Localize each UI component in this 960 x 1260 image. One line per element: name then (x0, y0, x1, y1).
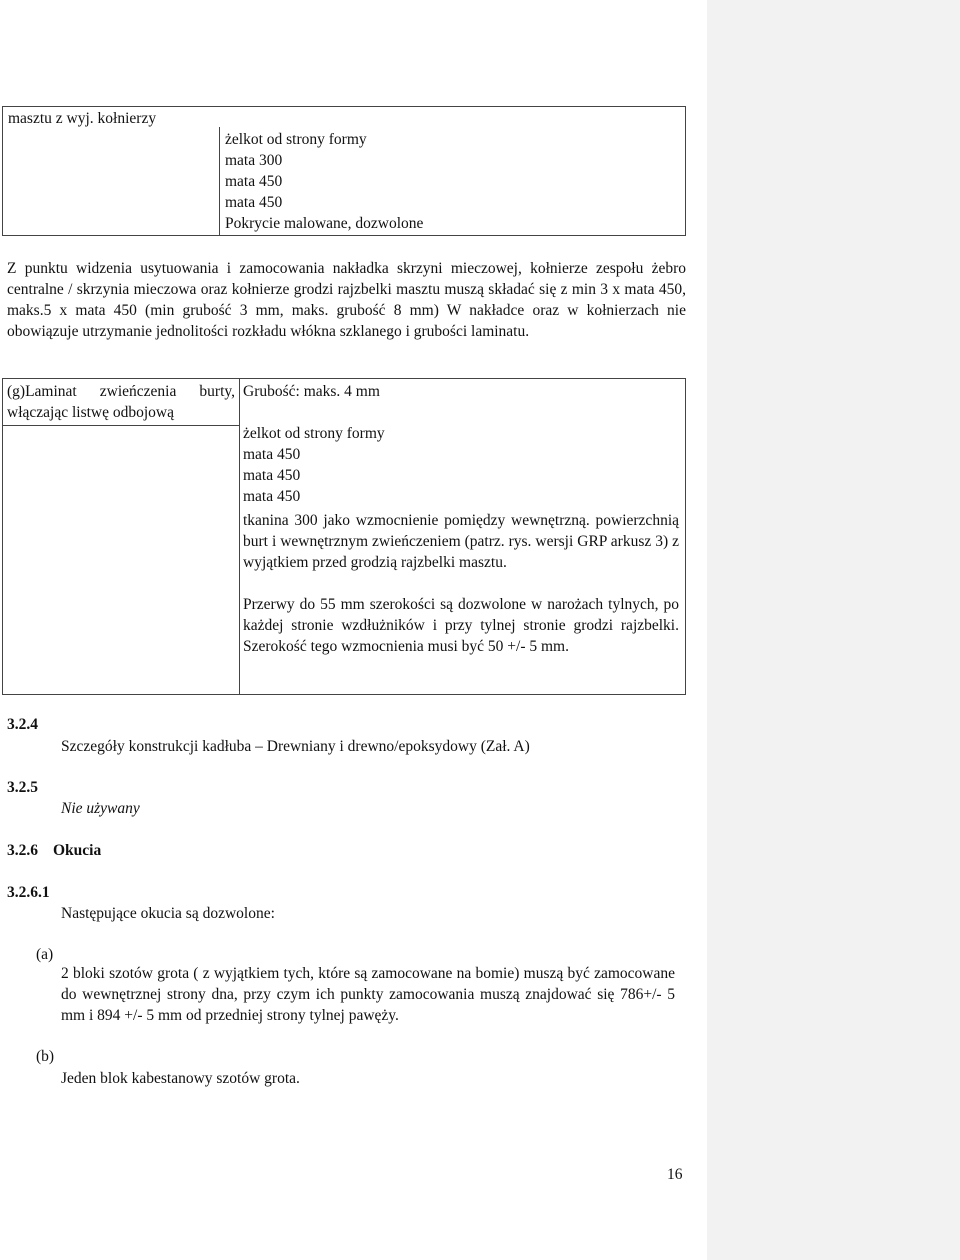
body-paragraph: Z punktu widzenia usytuowania i zamocowania nakładka skrzyni mieczowej, kołnierze zespołu żebro centralne / skrzynia mieczowa oraz kołnierze grodzi rajzbelki masztu muszą składać się z min 3 x mata 450, maks.5 x mata 450 (min grubość 3 mm, maks. grubość 8 mm) W nakładce oraz w kołnierzach nie obowiązuje utrzymanie jednolitości rozkładu włókna szklanego i grubości laminatu. (7, 260, 686, 340)
section-title-okucia: Okucia (53, 842, 102, 859)
table-2-left-bottom-border (3, 425, 239, 426)
table-1-right-cell (225, 129, 423, 234)
item-text-a: 2 bloki szotów grota ( z wyjątkiem tych, które są zamocowane na bomie) muszą być zamocowane do wewnętrznej strony dna, przy czym ich punkty zamocowania muszą znajdować się 786+/- 5 mm i 894 +/- 5 mm od przedniej strony tylnej pawęży. (61, 965, 675, 1024)
section-number-3-2-4: 3.2.4 (7, 716, 38, 733)
gaps-text: Przerwy do 55 mm szerokości są dozwolone w narożach tylnych, po każdej stronie wzdłużników i przy tylnej stronie grodzi rajzbelki. Szerokość tego wzmocnienia musi być 50 +/- 5 mm. (243, 596, 679, 655)
layer-line: żelkot od strony formy (225, 131, 367, 148)
thickness-text: Grubość: maks. 4 mm (243, 383, 380, 400)
reinforcement-text: tkanina 300 jako wzmocnienie pomiędzy wewnętrzną. powierzchnią burt i wewnętrznym zwieńczeniem (patrz. rys. wersji GRP arkusz 3) z wyjątkiem przed grodzią rajzbelki masztu. (243, 512, 679, 571)
table-1-divider (219, 127, 220, 235)
layer-line: mata 450 (225, 173, 283, 190)
table-2-divider (239, 379, 240, 694)
layer-line: mata 450 (243, 488, 301, 505)
page-number: 16 (667, 1166, 683, 1183)
table-2-left-cell: (g)Laminat zwieńczenia burty, włączając listwę odbojową (7, 383, 235, 421)
section-text-3-2-4: Szczegóły konstrukcji kadłuba – Drewniany i drewno/epoksydowy (Zał. A) (61, 738, 530, 755)
layer-line: mata 450 (225, 194, 283, 211)
layer-line: Pokrycie malowane, dozwolone (225, 215, 424, 232)
layer-line: mata 450 (243, 467, 301, 484)
section-number-3-2-6: 3.2.6 (7, 842, 38, 859)
item-label-a: (a) (36, 946, 54, 963)
table-2-right-cell (243, 381, 679, 657)
layer-line: mata 450 (243, 446, 301, 463)
section-text-3-2-6-1: Następujące okucia są dozwolone: (61, 905, 275, 922)
laminate-table-1 (2, 106, 686, 236)
section-text-3-2-5: Nie używany (61, 800, 140, 817)
section-number-3-2-5: 3.2.5 (7, 779, 38, 796)
section-number-3-2-6-1: 3.2.6.1 (7, 884, 50, 901)
comment-margin (707, 0, 960, 1260)
item-label-b: (b) (36, 1048, 55, 1065)
item-text-b: Jeden blok kabestanowy szotów grota. (61, 1070, 300, 1087)
laminate-table-2 (2, 378, 686, 695)
layer-line: mata 300 (225, 152, 283, 169)
layer-line: żelkot od strony formy (243, 425, 385, 442)
table-1-left-cell: masztu z wyj. kołnierzy (8, 110, 157, 127)
